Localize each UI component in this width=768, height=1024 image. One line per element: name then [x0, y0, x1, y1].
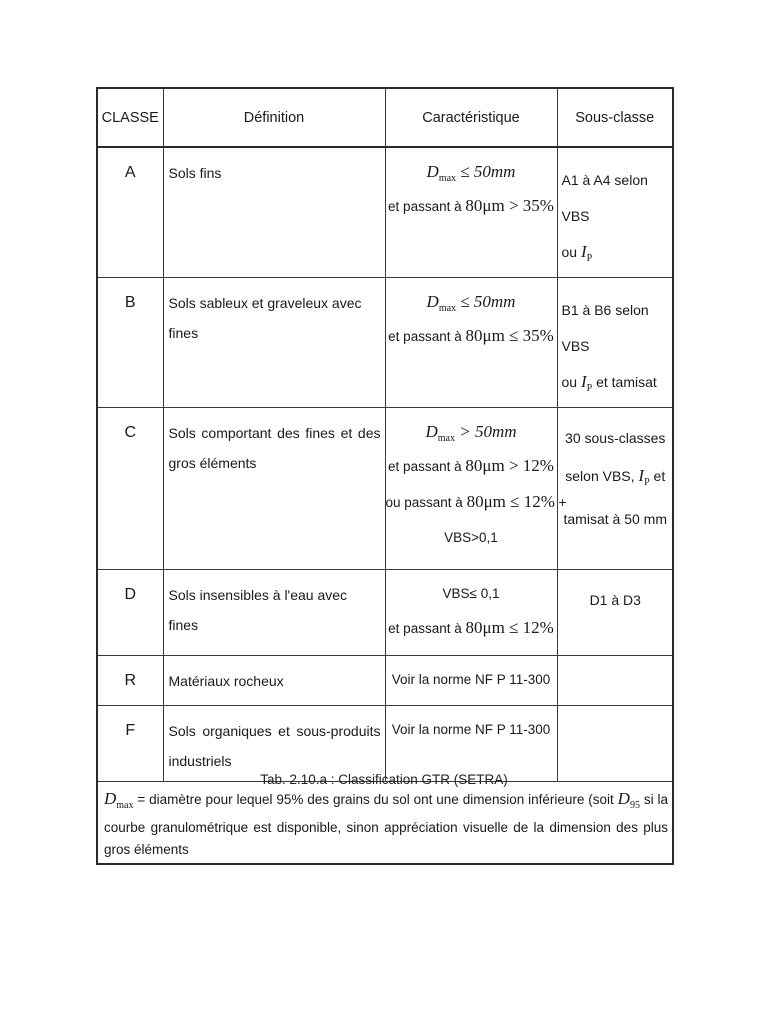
footnote-cell	[97, 782, 673, 865]
definition-cell: Sols comportant des fines et des gros éléments	[163, 408, 385, 570]
sous-classe-text: et	[649, 468, 666, 484]
math-expression: 80μm ≤ 35%	[465, 326, 554, 345]
caracteristique-cell	[385, 408, 567, 570]
footnote-text: = diamètre pour lequel 95% des grains du sol ont une dimension inférieure (soit	[133, 792, 618, 807]
sous-classe-text: ou	[561, 374, 581, 390]
definition-cell: Sols fins	[163, 147, 385, 278]
header-sous-classe: Sous-classe	[557, 88, 673, 147]
definition-cell: Sols insensibles à l'eau avec fines	[163, 570, 385, 656]
caracteristique-cell	[385, 278, 557, 408]
math-expression: 80μm > 35%	[465, 196, 554, 215]
classe-cell: A	[97, 147, 163, 278]
math-relation: > 50mm	[454, 422, 517, 441]
math-expression: 80μm ≤ 12%	[466, 492, 555, 511]
caracteristique-text: et passant à	[388, 199, 466, 214]
table-row-b	[97, 278, 673, 408]
sous-classe-text: ou	[561, 244, 581, 260]
gtr-classification-table	[96, 87, 674, 865]
math-subscript: max	[437, 433, 455, 444]
classe-cell: F	[97, 706, 163, 782]
math-symbol: D	[104, 789, 117, 808]
classe-cell: C	[97, 408, 163, 570]
table-row-c	[97, 408, 673, 570]
header-row	[97, 88, 673, 147]
math-subscript: max	[438, 173, 457, 184]
table-row-f	[97, 706, 673, 782]
header-classe: CLASSE	[97, 88, 163, 147]
sous-classe-text: 30 sous-classes	[565, 430, 666, 446]
caracteristique-text: +	[554, 495, 567, 510]
header-caracteristique: Caractéristique	[385, 88, 557, 147]
sous-classe-cell	[557, 656, 673, 706]
footnote-text: si la courbe granulométrique est disponible, sinon appréciation visuelle de la dimension des plus gros éléments	[104, 792, 668, 857]
header-definition: Définition	[163, 88, 385, 147]
classe-cell: R	[97, 656, 163, 706]
math-symbol: I	[580, 372, 587, 391]
caracteristique-text: et passant à	[388, 329, 466, 344]
math-symbol: I	[580, 242, 587, 261]
sous-classe-text: tamisat à 50 mm	[563, 511, 667, 527]
caracteristique-text: VBS>0,1	[444, 530, 498, 545]
math-relation: ≤ 50mm	[456, 292, 516, 311]
footnote-row	[97, 782, 673, 865]
sous-classe-cell	[557, 278, 673, 408]
caracteristique-cell	[385, 570, 557, 656]
sous-classe-cell	[557, 706, 673, 782]
caracteristique-text: Voir la norme NF P 11-300	[391, 722, 551, 737]
definition-cell: Sols organiques et sous-produits industriels	[163, 706, 385, 782]
math-subscript: P	[586, 383, 593, 394]
caracteristique-cell	[385, 147, 557, 278]
math-subscript: 95	[629, 800, 640, 811]
sous-classe-text: selon VBS,	[565, 468, 639, 484]
caracteristique-text: et passant à	[388, 459, 466, 474]
sous-classe-text: et tamisat	[592, 374, 657, 390]
math-subscript: max	[438, 303, 457, 314]
math-symbol: I	[638, 466, 645, 485]
math-expression: 80μm ≤ 12%	[465, 618, 554, 637]
math-subscript: P	[644, 477, 650, 488]
math-symbol: D	[426, 292, 439, 311]
classe-cell: B	[97, 278, 163, 408]
caracteristique-text: VBS≤ 0,1	[442, 586, 500, 601]
table-row-d	[97, 570, 673, 656]
sous-classe-text: D1 à D3	[589, 592, 641, 608]
classe-cell: D	[97, 570, 163, 656]
sous-classe-text: B1 à B6 selon VBS	[561, 302, 649, 354]
definition-cell: Sols sableux et graveleux avec fines	[163, 278, 385, 408]
caracteristique-text: Voir la norme NF P 11-300	[391, 672, 551, 687]
math-symbol: D	[426, 162, 439, 181]
sous-classe-text: A1 à A4 selon VBS	[561, 172, 648, 224]
math-expression: 80μm > 12%	[465, 456, 554, 475]
table-caption: Tab. 2.10.a : Classification GTR (SETRA)	[260, 772, 508, 787]
sous-classe-cell	[554, 408, 673, 570]
caracteristique-text: et passant à	[388, 621, 466, 636]
sous-classe-cell	[557, 147, 673, 278]
math-symbol: D	[425, 422, 438, 441]
table-row-r	[97, 656, 673, 706]
math-relation: ≤ 50mm	[456, 162, 516, 181]
sous-classe-cell	[557, 570, 673, 656]
math-subscript: max	[116, 800, 134, 811]
math-subscript: P	[586, 253, 593, 264]
math-symbol: D	[617, 789, 630, 808]
table-row-a	[97, 147, 673, 278]
definition-cell: Matériaux rocheux	[163, 656, 385, 706]
caracteristique-text: ou passant à	[385, 495, 467, 510]
caracteristique-cell	[385, 656, 557, 706]
caracteristique-cell	[385, 706, 557, 782]
